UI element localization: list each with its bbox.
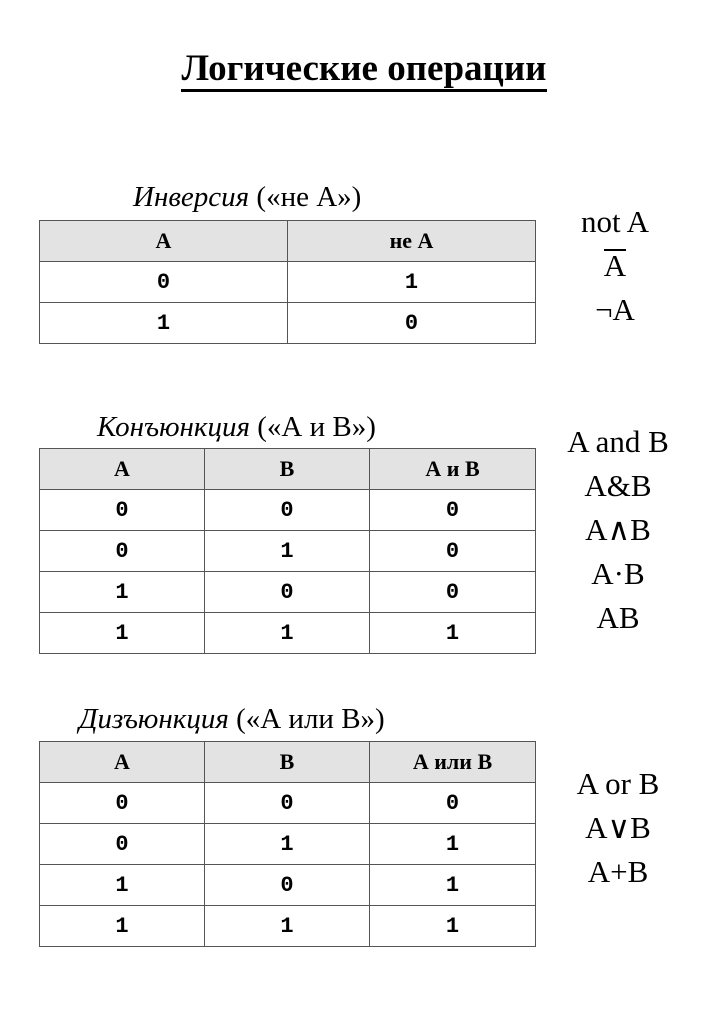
table-row (40, 262, 536, 303)
notation: A·B (591, 556, 645, 591)
table-cell: 1 (205, 906, 370, 947)
table-header-row (40, 449, 536, 490)
table-row (40, 531, 536, 572)
table-cell: 0 (40, 490, 205, 531)
table-cell: 1 (370, 865, 536, 906)
table-cell: 0 (205, 865, 370, 906)
table-cell: 0 (40, 262, 288, 303)
disjunction-caption (79, 702, 385, 736)
page-title: Логические операции (0, 46, 728, 92)
table-cell: 0 (205, 783, 370, 824)
disjunction-notations (548, 762, 688, 894)
table-cell: 0 (40, 783, 205, 824)
notation: A or B (576, 766, 660, 801)
table-row (40, 783, 536, 824)
disjunction-caption-rest: («А или В») (228, 703, 385, 735)
table-row (40, 490, 536, 531)
table-cell: 1 (40, 613, 205, 654)
conjunction-table (39, 448, 536, 654)
notation-overline: A (603, 248, 627, 283)
header-cell: не А (288, 221, 536, 262)
table-cell: 0 (205, 490, 370, 531)
header-cell: А и В (370, 449, 536, 490)
table-cell: 1 (40, 865, 205, 906)
table-cell: 1 (40, 572, 205, 613)
disjunction-table (39, 741, 536, 947)
notation: A+B (587, 854, 649, 889)
notation: A∧B (585, 512, 651, 547)
header-cell: А (40, 449, 205, 490)
table-header-row (40, 221, 536, 262)
inversion-notations (555, 200, 675, 332)
conjunction-caption-name: Конъюнкция (97, 411, 250, 443)
conjunction-caption-rest: («А и В») (249, 411, 376, 443)
table-cell: 0 (370, 572, 536, 613)
table-cell: 1 (288, 262, 536, 303)
notation: A and B (567, 424, 669, 459)
table-cell: 0 (205, 572, 370, 613)
conjunction-notations (548, 420, 688, 640)
inversion-caption-name: Инверсия (133, 181, 250, 213)
table-cell: 1 (370, 824, 536, 865)
header-cell: А (40, 742, 205, 783)
table-cell: 1 (40, 303, 288, 344)
table-cell: 1 (40, 906, 205, 947)
disjunction-caption-name: Дизъюнкция (79, 703, 229, 735)
inversion-caption (133, 180, 361, 214)
table-row (40, 572, 536, 613)
table-row (40, 906, 536, 947)
table-cell: 0 (40, 531, 205, 572)
table-cell: 0 (370, 783, 536, 824)
table-row (40, 865, 536, 906)
table-row (40, 824, 536, 865)
header-cell: В (205, 742, 370, 783)
table-cell: 0 (370, 490, 536, 531)
notation: A∨B (585, 810, 651, 845)
notation: AB (596, 600, 640, 635)
table-cell: 1 (370, 906, 536, 947)
table-header-row (40, 742, 536, 783)
table-cell: 1 (205, 613, 370, 654)
table-row (40, 303, 536, 344)
table-cell: 0 (370, 531, 536, 572)
notation: ¬A (595, 292, 635, 327)
inversion-caption-rest: («не А») (249, 181, 362, 213)
header-cell: В (205, 449, 370, 490)
header-cell: А (40, 221, 288, 262)
table-cell: 0 (40, 824, 205, 865)
notation: A&B (584, 468, 652, 503)
header-cell: А или В (370, 742, 536, 783)
table-cell: 1 (205, 531, 370, 572)
table-row (40, 613, 536, 654)
notation: not A (580, 204, 650, 239)
inversion-table (39, 220, 536, 344)
table-cell: 1 (370, 613, 536, 654)
conjunction-caption (97, 410, 376, 444)
table-cell: 0 (288, 303, 536, 344)
table-cell: 1 (205, 824, 370, 865)
